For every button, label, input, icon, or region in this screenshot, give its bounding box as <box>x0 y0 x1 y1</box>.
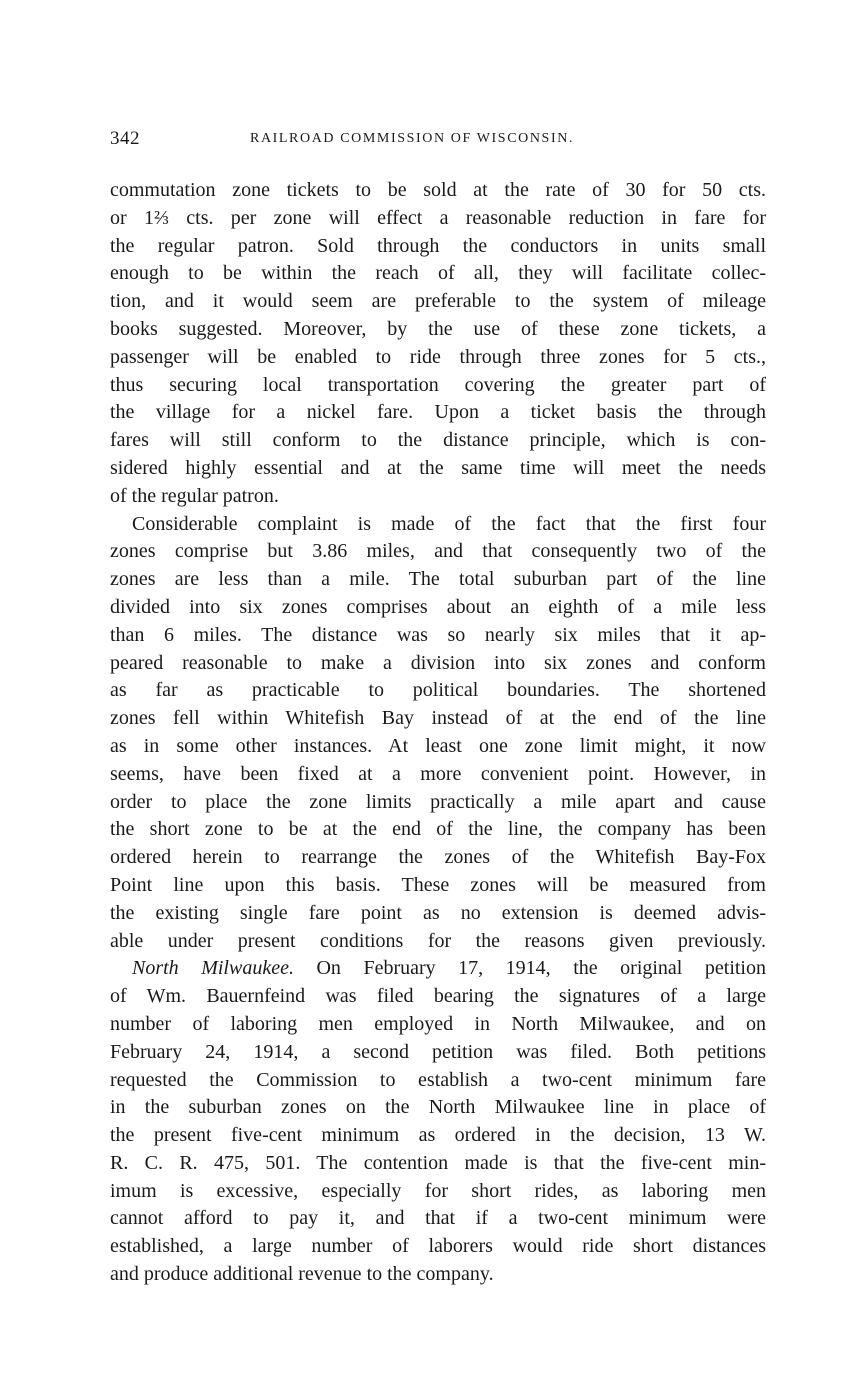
text-line: number of laboring men employed in North Milwaukee, and on <box>110 1012 766 1035</box>
text-line: as far as practicable to political boundaries. The shortened <box>110 679 766 702</box>
page-header <box>110 128 770 154</box>
text-line: of the regular patron. <box>110 484 279 507</box>
text-line: Considerable complaint is made of the fact that the first four <box>132 512 766 535</box>
text-line: February 24, 1914, a second petition was filed. Both petitions <box>110 1040 766 1063</box>
text-line: tion, and it would seem are preferable to the system of mileage <box>110 290 766 313</box>
text-line: zones comprise but 3.86 miles, and that consequently two of the <box>110 540 766 563</box>
text-line: the village for a nickel fare. Upon a ticket basis the through <box>110 401 766 424</box>
text-line: requested the Commission to establish a two-cent minimum fare <box>110 1068 766 1091</box>
page-number: 342 <box>110 128 140 149</box>
text-line: peared reasonable to make a division into six zones and conform <box>110 651 766 674</box>
text-line: the regular patron. Sold through the conductors in units small <box>110 234 766 257</box>
text-line: enough to be within the reach of all, they will facilitate collec- <box>110 262 766 285</box>
text-line: commutation zone tickets to be sold at the rate of 30 for 50 cts. <box>110 179 766 201</box>
text-line: the short zone to be at the end of the line, the company has been <box>110 818 766 841</box>
text-line: the present five-cent minimum as ordered in the decision, 13 W. <box>110 1124 766 1147</box>
text-line: thus securing local transportation covering the greater part of <box>110 373 766 396</box>
text-line: imum is excessive, especially for short rides, as laboring men <box>110 1179 766 1202</box>
text-line: order to place the zone limits practically a mile apart and cause <box>110 790 766 813</box>
text-line: established, a large number of laborers would ride short distances <box>110 1235 766 1258</box>
text-line: sidered highly essential and at the same time will meet the needs <box>110 456 766 479</box>
text-line: cannot afford to pay it, and that if a two-cent minimum were <box>110 1207 766 1230</box>
text-line: or 1⅔ cts. per zone will effect a reasonable reduction in fare for <box>110 206 766 229</box>
text-line: seems, have been fixed at a more convenient point. However, in <box>110 762 766 785</box>
text-run: On February 17, 1914, the original petition <box>293 957 766 980</box>
text-line: than 6 miles. The distance was so nearly six miles that it ap- <box>110 623 766 646</box>
text-line: divided into six zones comprises about an eighth of a mile less <box>110 595 766 618</box>
text-line: and produce additional revenue to the company. <box>110 1263 494 1286</box>
text-line: books suggested. Moreover, by the use of these zone tickets, a <box>110 317 766 340</box>
section-lead: North Milwaukee. <box>132 957 294 980</box>
text-line: R. C. R. 475, 501. The contention made is that the five-cent min- <box>110 1151 766 1174</box>
text-line: in the suburban zones on the North Milwaukee line in place of <box>110 1096 766 1119</box>
text-line: ordered herein to rearrange the zones of the Whitefish Bay-Fox <box>110 846 766 869</box>
text-line: zones are less than a mile. The total suburban part of the line <box>110 568 766 591</box>
text-line: of Wm. Bauernfeind was filed bearing the signatures of a large <box>110 985 766 1008</box>
text-line: Point line upon this basis. These zones will be measured from <box>110 873 766 896</box>
text-line: able under present conditions for the reasons given previously. <box>110 929 766 952</box>
body-text <box>110 177 766 1289</box>
text-line: fares will still conform to the distance principle, which is con- <box>110 429 766 452</box>
text-line: the existing single fare point as no extension is deemed advis- <box>110 901 766 924</box>
text-line: as in some other instances. At least one zone limit might, it now <box>110 734 766 757</box>
running-head: RAILROAD COMMISSION OF WISCONSIN. <box>250 131 575 146</box>
text-line: zones fell within Whitefish Bay instead of at the end of the line <box>110 707 766 730</box>
text-line <box>110 955 766 983</box>
text-line: passenger will be enabled to ride through three zones for 5 cts., <box>110 345 766 368</box>
